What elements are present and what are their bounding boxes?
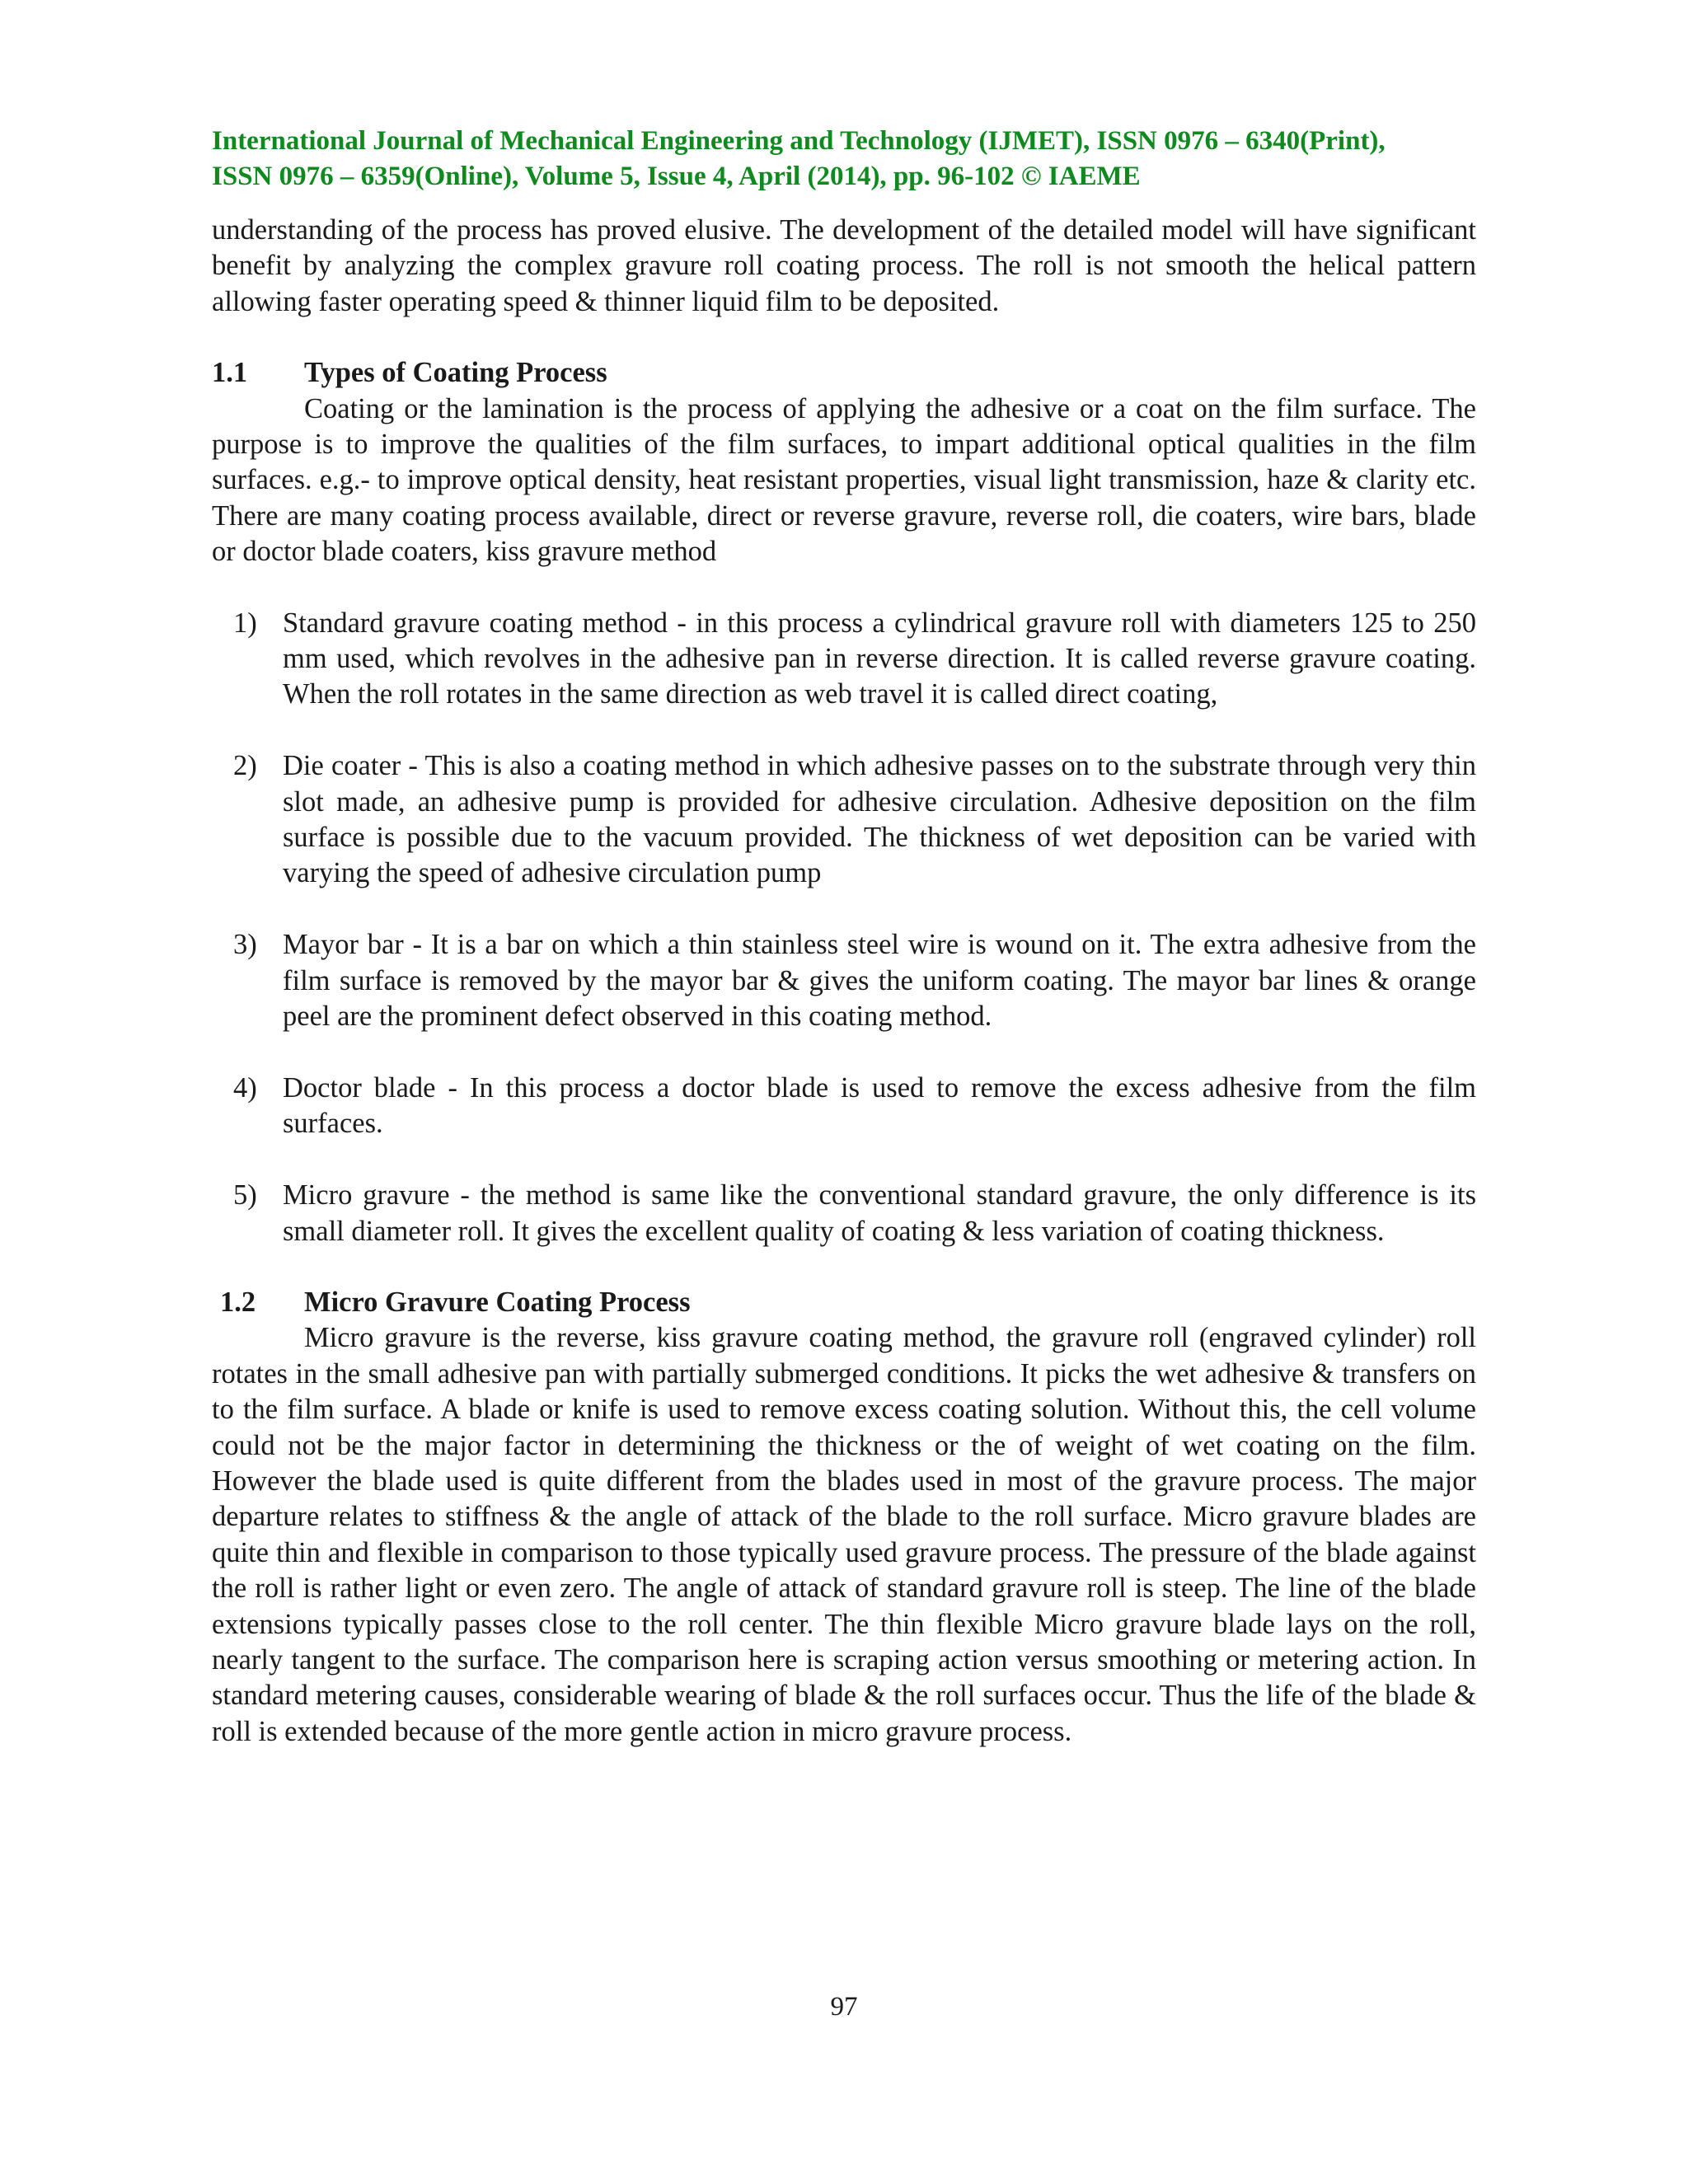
- list-item-text: Mayor bar - It is a bar on which a thin stainless steel wire is wound on it. The extra adhesive from the film surface is removed by the mayor bar & gives the uniform coating. The mayor bar lines & orange peel are the prominent defect observed in this coating method.: [283, 929, 1476, 1033]
- section-heading-1-1: [212, 355, 1476, 391]
- page-content: [212, 124, 1476, 1750]
- list-item-text: Micro gravure - the method is same like the conventional standard gravure, the only difference is its small diameter roll. It gives the excellent quality of coating & less variation of coating thickness.: [283, 1179, 1476, 1247]
- list-marker: 2): [233, 750, 257, 782]
- coating-methods-list: [212, 606, 1476, 1249]
- section-number: 1.2: [220, 1286, 256, 1318]
- section-number: 1.1: [212, 357, 248, 389]
- list-item-text: Die coater - This is also a coating method in which adhesive passes on to the substrate through very thin slot made, an adhesive pump is provided for adhesive circulation. Adhesive deposition on the film surface is possible due to the vacuum provided. The thickness of wet deposition can be varied with varying the speed of adhesive circulation pump: [283, 750, 1476, 889]
- section-title: Types of Coating Process: [304, 357, 607, 389]
- list-item: [212, 606, 1476, 713]
- intro-paragraph: understanding of the process has proved elusive. The development of the detailed model will have significant benefit by analyzing the complex gravure roll coating process. The roll is not smooth the helical pattern allowing faster operating speed & thinner liquid film to be deposited.: [212, 214, 1476, 317]
- section-1-2-paragraph: Micro gravure is the reverse, kiss gravure coating method, the gravure roll (engraved cylinder) roll rotates in the small adhesive pan with partially submerged conditions. It picks the wet adhesive & transfers on to the film surface. A blade or knife is used to remove excess coating solution. Without this, the cell volume could not be the major factor in determining the thickness or the of weight of wet coating on the film. However the blade used is quite different from the blades used in most of the gravure process. The major departure relates to stiffness & the angle of attack of the blade to the roll surface. Micro gravure blades are quite thin and flexible in comparison to those typically used gravure process. The pressure of the blade against the roll is rather light or even zero. The angle of attack of standard gravure roll is steep. The line of the blade extensions typically passes close to the roll center. The thin flexible Micro gravure blade lays on the roll, nearly tangent to the surface. The comparison here is scraping action versus smoothing or metering action. In standard metering causes, considerable wearing of blade & the roll surfaces occur. Thus the life of the blade & roll is extended because of the more gentle action in micro gravure process.: [212, 1322, 1476, 1747]
- list-item: [212, 927, 1476, 1034]
- section-heading-1-2: [212, 1285, 1476, 1320]
- list-item-text: Standard gravure coating method - in this process a cylindrical gravure roll with diameters 125 to 250 mm used, which revolves in the adhesive pan in reverse direction. It is called reverse gravure coating. When the roll rotates in the same direction as web travel it is called direct coating,: [283, 607, 1476, 710]
- list-item: [212, 1178, 1476, 1249]
- section-1-1-paragraph: Coating or the lamination is the process of applying the adhesive or a coat on the film surface. The purpose is to improve the qualities of the film surfaces, to impart additional optical qualities in the film surfaces. e.g.- to improve optical density, heat resistant properties, visual light transmission, haze & clarity etc. There are many coating process available, direct or reverse gravure, reverse roll, die coaters, wire bars, blade or doctor blade coaters, kiss gravure method: [212, 392, 1476, 568]
- list-item: [212, 1071, 1476, 1142]
- journal-header: [212, 124, 1476, 194]
- list-marker: 3): [233, 929, 257, 961]
- page-number: 97: [830, 1992, 858, 2022]
- list-marker: 5): [233, 1179, 257, 1212]
- list-item-text: Doctor blade - In this process a doctor blade is used to remove the excess adhesive from the film surfaces.: [283, 1071, 1476, 1140]
- journal-header-line-1: International Journal of Mechanical Engineering and Technology (IJMET), ISSN 0976 – 6340(Print),: [212, 126, 1386, 156]
- list-marker: 4): [233, 1071, 257, 1104]
- journal-header-line-2: ISSN 0976 – 6359(Online), Volume 5, Issue 4, April (2014), pp. 96-102 © IAEME: [212, 162, 1141, 191]
- list-item: [212, 748, 1476, 892]
- list-marker: 1): [233, 607, 257, 639]
- section-title: Micro Gravure Coating Process: [304, 1286, 691, 1318]
